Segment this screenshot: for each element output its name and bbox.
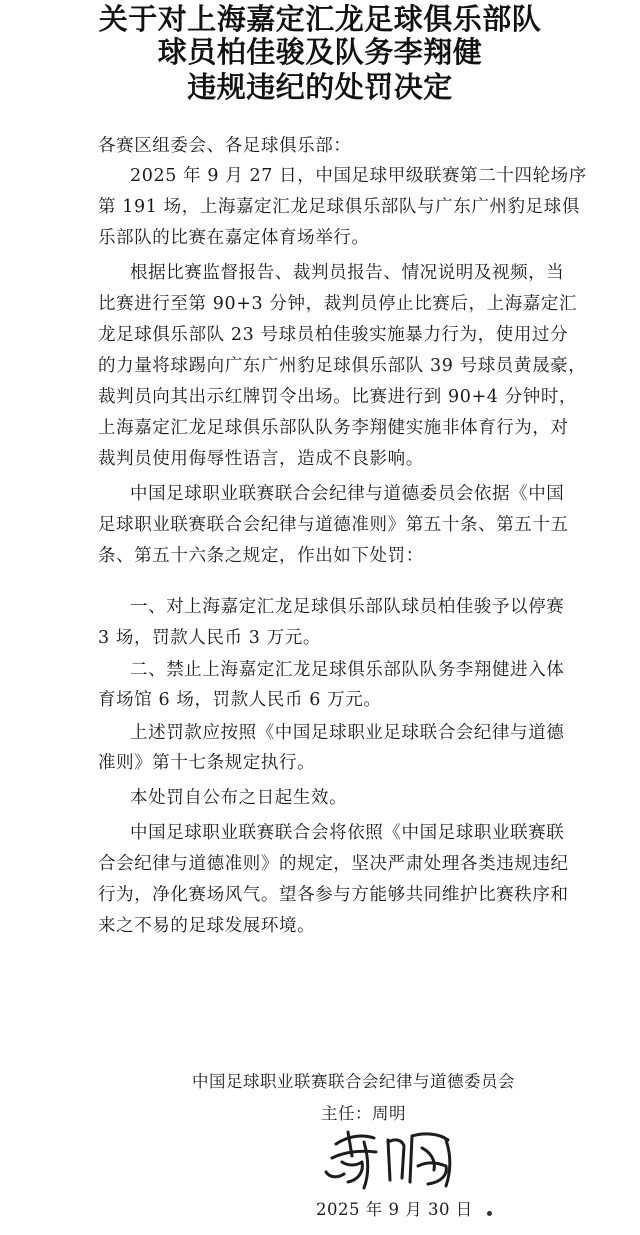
paragraph-8-line-4: 来之不易的足球发展环境。 xyxy=(98,916,316,936)
paragraph-2-line-3: 龙足球俱乐部队 23 号球员柏佳骏实施暴力行为，使用过分 xyxy=(98,325,569,345)
paragraph-8-line-3: 行为，净化赛场风气。望各参与方能够共同维护比赛秩序和 xyxy=(98,885,569,905)
salutation: 各赛区组委会、各足球俱乐部： xyxy=(98,136,352,156)
paragraph-3-line-3: 条、第五十六条之规定，作出如下处罚： xyxy=(98,546,424,566)
effective-statement: 本处罚自公布之日起生效。 xyxy=(130,788,348,808)
paragraph-3-line-2: 足球职业联赛联合会纪律与道德准则》第五十条、第五十五 xyxy=(98,515,569,535)
fine-execution-line-2: 准则》第十七条规定执行。 xyxy=(98,753,316,773)
paragraph-1-line-2: 第 191 场，上海嘉定汇龙足球俱乐部队与广东广州豹足球俱 xyxy=(98,197,580,217)
document-title-line-1: 关于对上海嘉定汇龙足球俱乐部队 xyxy=(98,2,542,36)
paragraph-2-line-7: 裁判员使用侮辱性语言，造成不良影响。 xyxy=(98,449,424,469)
issuing-organization: 中国足球职业联赛联合会纪律与道德委员会 xyxy=(192,1072,515,1091)
paragraph-1-line-1: 2025 年 9 月 27 日，中国足球甲级联赛第二十四轮场序 xyxy=(130,166,587,186)
director-name: 主任：周明 xyxy=(321,1104,406,1123)
paragraph-2-line-6: 上海嘉定汇龙足球俱乐部队队务李翔健实施非体育行为，对 xyxy=(98,418,569,438)
paragraph-2-line-1: 根据比赛监督报告、裁判员报告、情况说明及视频，当 xyxy=(130,263,565,283)
issue-date: 2025 年 9 月 30 日 xyxy=(316,1200,473,1219)
fine-execution-line-1: 上述罚款应按照《中国足球职业足球联合会纪律与道德 xyxy=(130,723,565,743)
paragraph-8-line-2: 合会纪律与道德准则》的规定，坚决严肃处理各类违规违纪 xyxy=(98,854,569,874)
penalty-2-line-2: 育场馆 6 场，罚款人民币 6 万元。 xyxy=(98,690,382,710)
paragraph-8-line-1: 中国足球职业联赛联合会将依照《中国足球职业联赛联 xyxy=(130,823,565,843)
paragraph-1-line-3: 乐部队的比赛在嘉定体育场举行。 xyxy=(98,228,370,248)
paragraph-2-line-5: 裁判员向其出示红牌罚令出场。比赛进行到 90+4 分钟时， xyxy=(98,387,578,407)
ink-dot xyxy=(487,1211,492,1216)
penalty-2-line-1: 二、禁止上海嘉定汇龙足球俱乐部队队务李翔健进入体 xyxy=(130,660,565,680)
paragraph-3-line-1: 中国足球职业联赛联合会纪律与道德委员会依据《中国 xyxy=(130,484,565,504)
penalty-1-line-1: 一、对上海嘉定汇龙足球俱乐部队球员柏佳骏予以停赛 xyxy=(130,597,565,617)
paragraph-2-line-4: 的力量将球踢向广东广州豹足球俱乐部队 39 号球员黄晟豪， xyxy=(98,356,587,376)
paragraph-2-line-2: 比赛进行至第 90+3 分钟，裁判员停止比赛后，上海嘉定汇 xyxy=(98,294,578,314)
document-title-line-3: 违规违纪的处罚决定 xyxy=(187,70,453,104)
handwritten-signature xyxy=(318,1122,478,1192)
document-title-line-2: 球员柏佳骏及队务李翔健 xyxy=(157,35,483,69)
penalty-1-line-2: 3 场，罚款人民币 3 万元。 xyxy=(98,628,321,648)
